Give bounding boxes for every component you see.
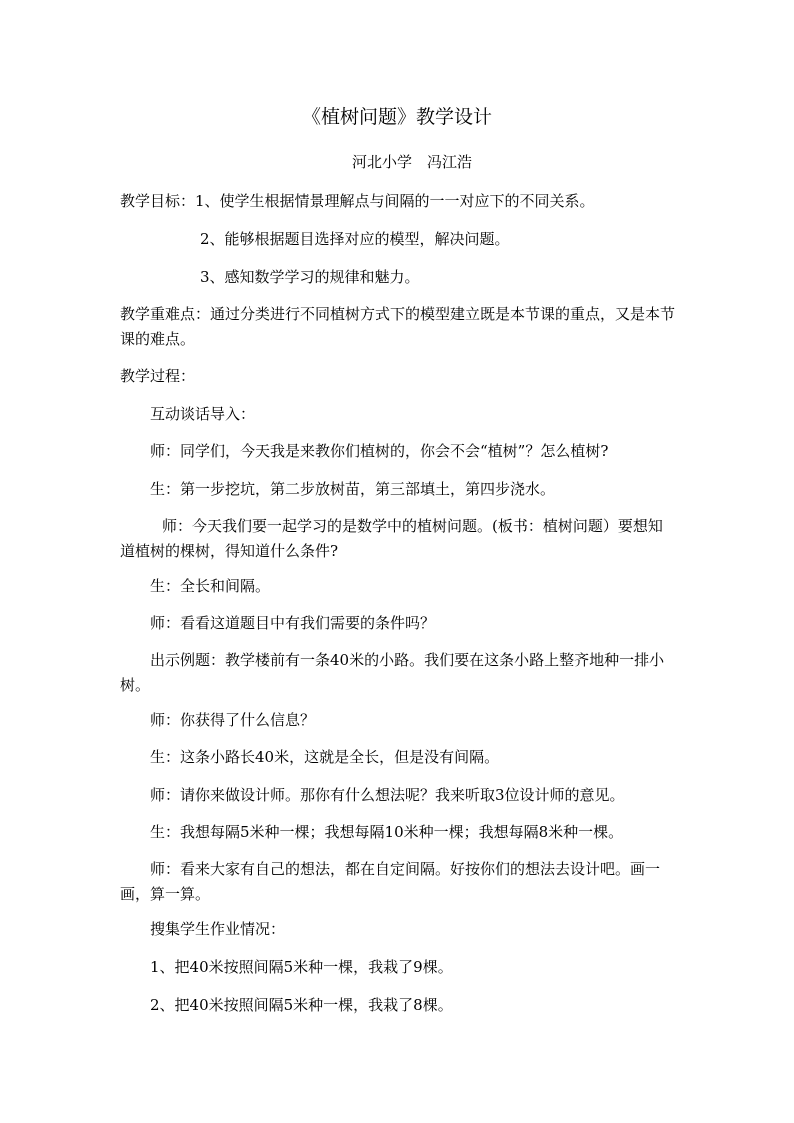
example-problem: 出示例题：教学楼前有一条40米的小路。我们要在这条小路上整齐地种一排小树。 — [120, 651, 665, 694]
intro-label: 互动谈话导入： — [150, 405, 256, 423]
document-title: 《植树问题》教学设计 — [301, 106, 492, 128]
paragraph-teacher-5: 师：请你来做设计师。那你有什么想法呢？我来听取3位设计师的意见。 — [150, 786, 625, 804]
document-author: 河北小学 冯江浩 — [351, 153, 472, 171]
homework-item-2: 2、把40米按照间隔5米种一棵，我栽了8棵。 — [150, 996, 453, 1014]
paragraph-student-2: 生：全长和间隔。 — [150, 577, 271, 595]
paragraph-student-4: 生：我想每隔5米种一棵；我想每隔10米种一棵；我想每隔8米种一棵。 — [150, 823, 624, 841]
teaching-goal-1: 教学目标：1、使学生根据情景理解点与间隔的一一对应下的不同关系。 — [120, 192, 595, 210]
teaching-goal-3: 3、感知数学学习的规律和魅力。 — [200, 268, 420, 286]
paragraph-student-1: 生：第一步挖坑，第二步放树苗，第三部填土，第四步浇水。 — [150, 480, 556, 498]
paragraph-teacher-1: 师：同学们，今天我是来教你们植树的，你会不会“植树”？怎么植树? — [150, 442, 609, 460]
teaching-goal-2: 2、能够根据题目选择对应的模型，解决问题。 — [200, 230, 510, 248]
paragraph-teacher-6: 师：看来大家有自己的想法，都在自定间隔。好按你们的想法去设计吧。画一画，算一算。 — [120, 860, 661, 903]
teaching-key-point: 教学重难点：通过分类进行不同植树方式下的模型建立既是本节课的重点，又是本节课的难点。 — [120, 305, 676, 348]
homework-label: 搜集学生作业情况： — [150, 920, 286, 938]
process-label: 教学过程： — [120, 367, 196, 385]
paragraph-teacher-3: 师：看看这道题目中有我们需要的条件吗？ — [150, 614, 436, 632]
paragraph-teacher-2: 师：今天我们要一起学习的是数学中的植树问题。(板书：植树问题）要想知道植树的棵树，得知道什么条件? — [120, 517, 663, 560]
paragraph-student-3: 生：这条小路长40米，这就是全长，但是没有间隔。 — [150, 748, 500, 766]
homework-item-1: 1、把40米按照间隔5米种一棵，我栽了9棵。 — [150, 958, 453, 976]
paragraph-teacher-4: 师：你获得了什么信息？ — [150, 711, 316, 729]
